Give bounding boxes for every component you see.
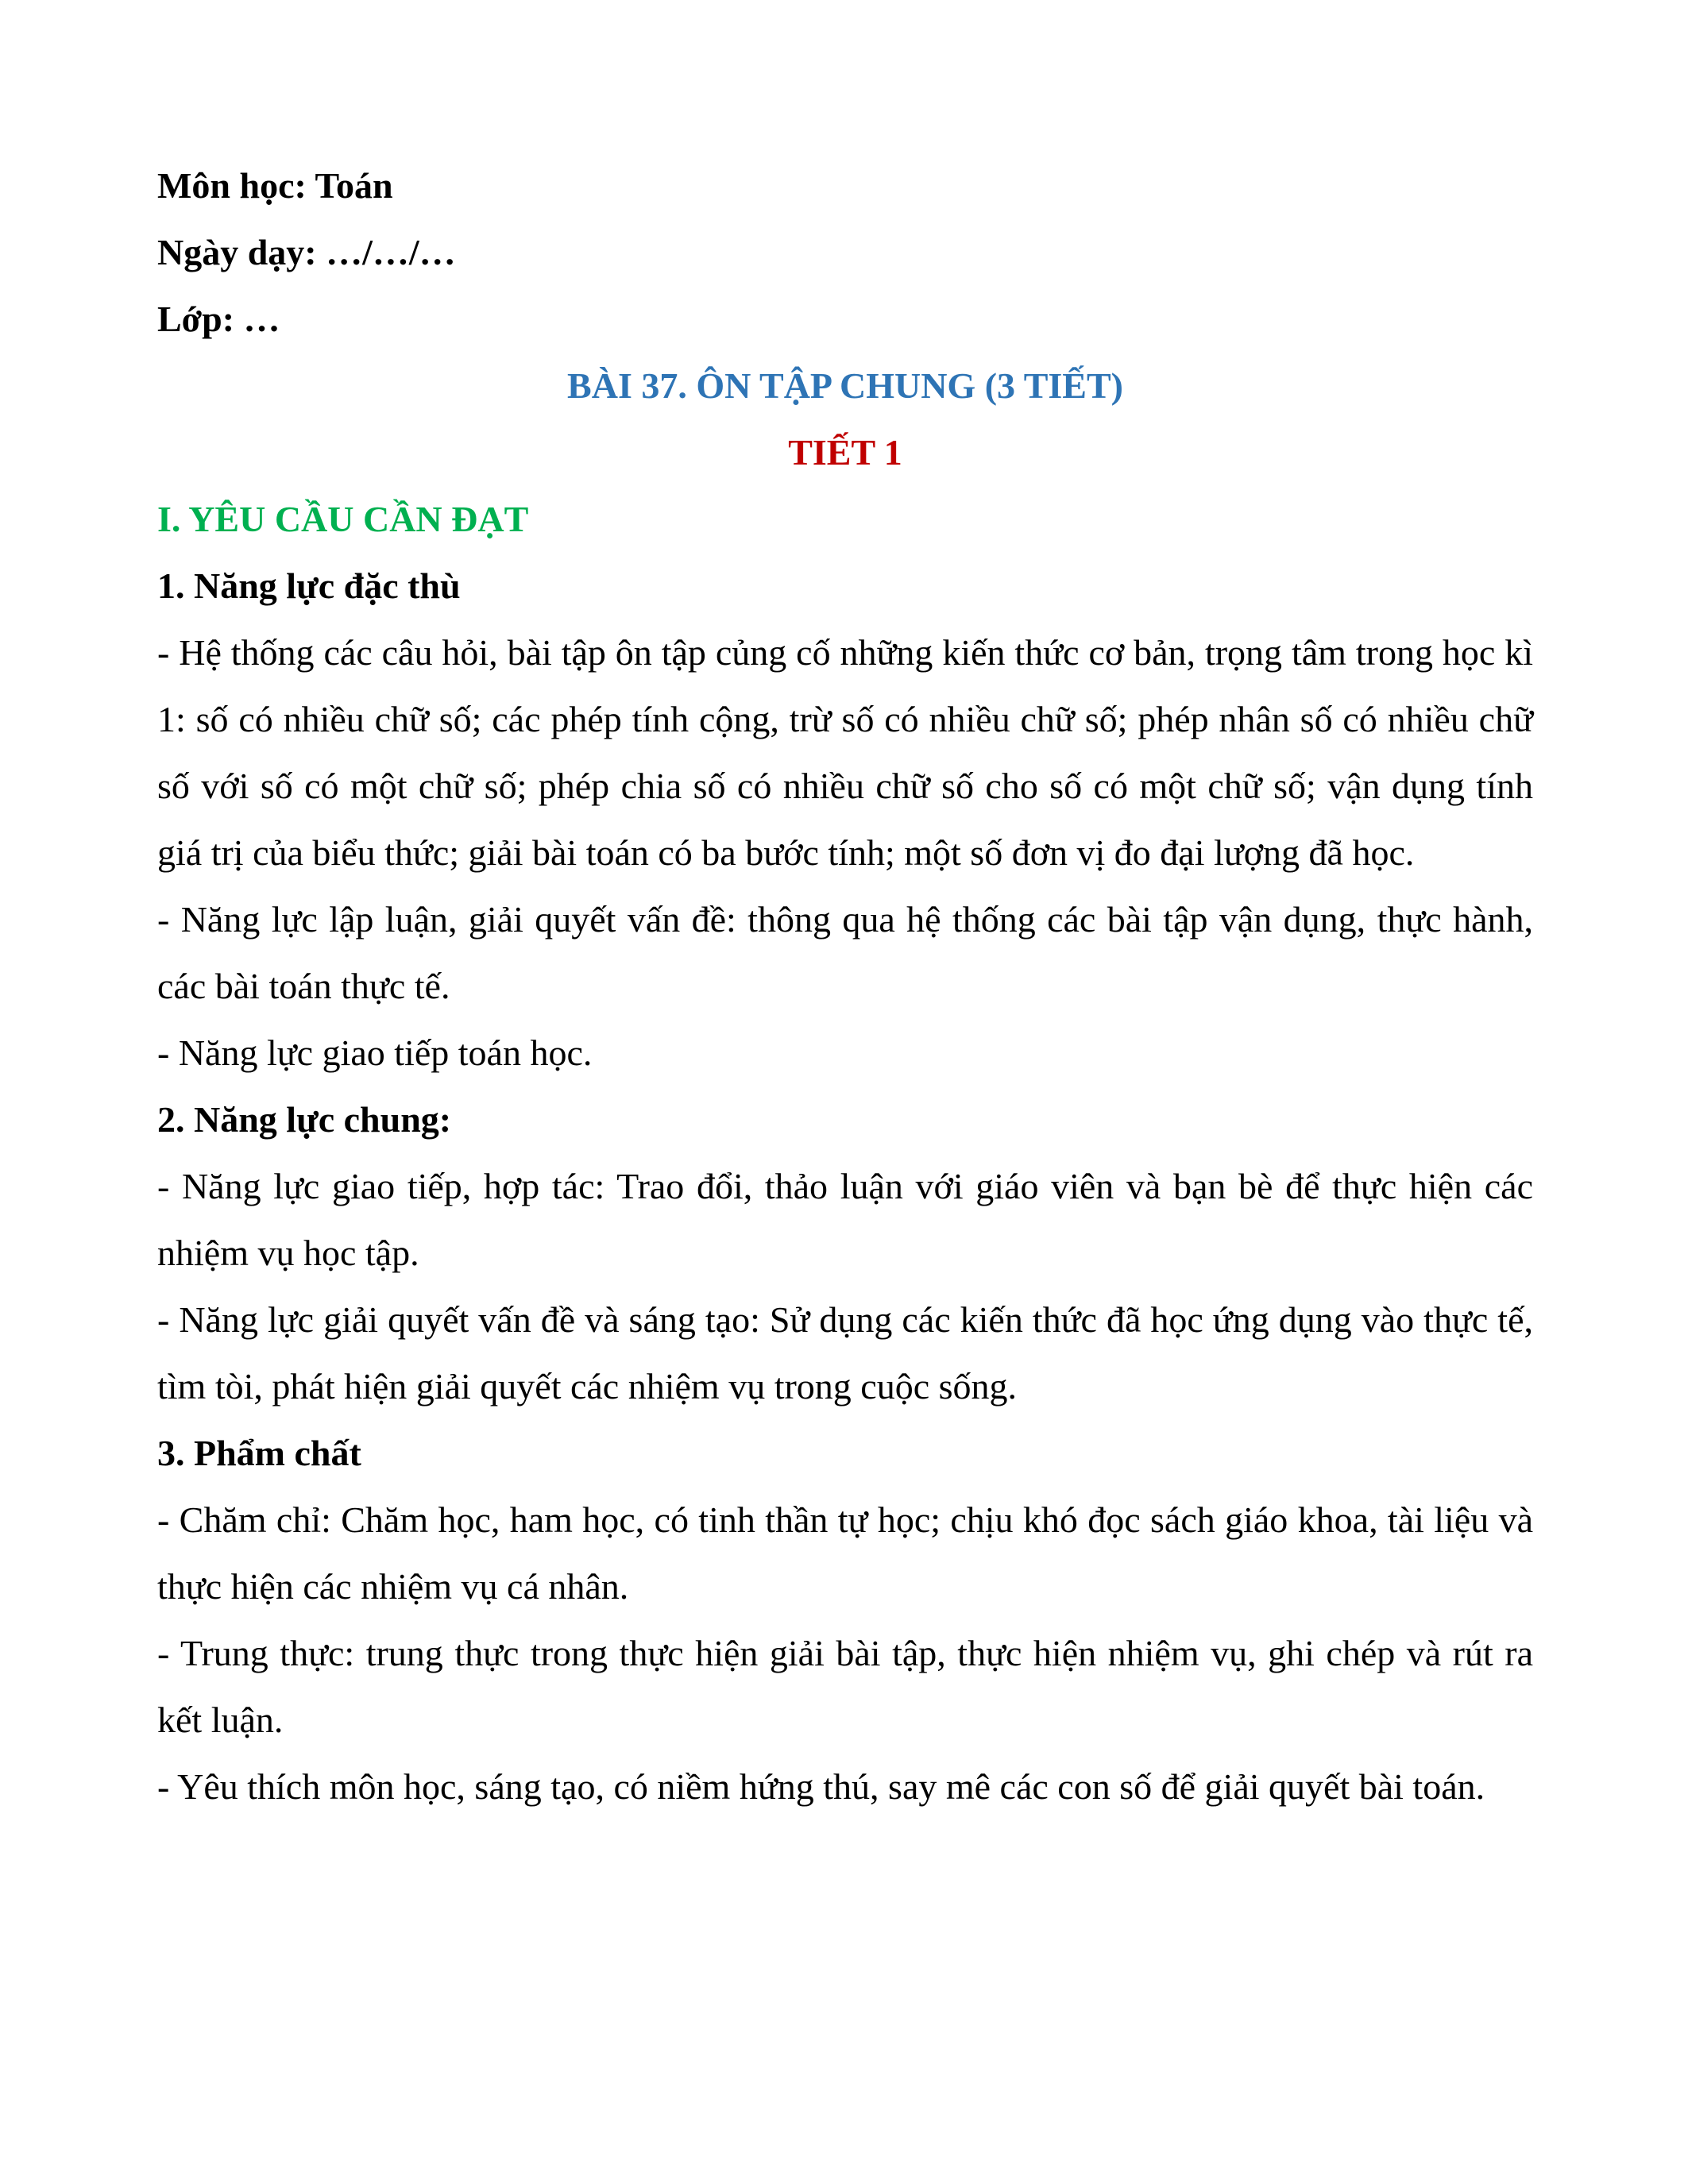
lesson-title: BÀI 37. ÔN TẬP CHUNG (3 TIẾT) — [567, 365, 1123, 406]
paragraph: - Năng lực giao tiếp toán học. — [157, 1032, 593, 1073]
subsection-heading-specific-competence: 1. Năng lực đặc thù — [157, 565, 461, 606]
subject-line: Môn học: Toán — [157, 165, 393, 206]
paragraph: - Năng lực giao tiếp, hợp tác: Trao đổi, thảo luận với giáo viên và bạn bè để thực hiện các nhiệm vụ học tập. — [157, 1166, 1533, 1273]
subsection-heading-general-competence: 2. Năng lực chung: — [157, 1099, 452, 1140]
paragraph: - Hệ thống các câu hỏi, bài tập ôn tập củng cố những kiến thức cơ bản, trọng tâm trong học kì 1: số có nhiều chữ số; các phép tính cộng, trừ số có nhiều chữ số; phép nhân số có nhiều chữ số với số có một chữ số; phép chia số có nhiều chữ số cho số có một chữ số; vận dụng tính giá trị của biểu thức; giải bài toán có ba bước tính; một số đơn vị đo đại lượng đã học. — [157, 632, 1533, 873]
paragraph: - Năng lực lập luận, giải quyết vấn đề: thông qua hệ thống các bài tập vận dụng, thực hành, các bài toán thực tế. — [157, 899, 1533, 1006]
paragraph: - Chăm chỉ: Chăm học, ham học, có tinh thần tự học; chịu khó đọc sách giáo khoa, tài liệu và thực hiện các nhiệm vụ cá nhân. — [157, 1499, 1533, 1607]
document-page — [157, 152, 1533, 1820]
subsection-heading-qualities: 3. Phẩm chất — [157, 1433, 361, 1473]
paragraph: - Yêu thích môn học, sáng tạo, có niềm hứng thú, say mê các con số để giải quyết bài toán. — [157, 1766, 1485, 1807]
paragraph: - Trung thực: trung thực trong thực hiện giải bài tập, thực hiện nhiệm vụ, ghi chép và rút ra kết luận. — [157, 1633, 1533, 1740]
paragraph: - Năng lực giải quyết vấn đề và sáng tạo: Sử dụng các kiến thức đã học ứng dụng vào thực tế, tìm tòi, phát hiện giải quyết các nhiệm vụ trong cuộc sống. — [157, 1299, 1533, 1406]
lesson-period: TIẾT 1 — [788, 432, 902, 473]
date-line: Ngày dạy: …/…/… — [157, 232, 456, 272]
class-line: Lớp: … — [157, 299, 280, 339]
section-heading-requirements: I. YÊU CẦU CẦN ĐẠT — [157, 499, 529, 539]
